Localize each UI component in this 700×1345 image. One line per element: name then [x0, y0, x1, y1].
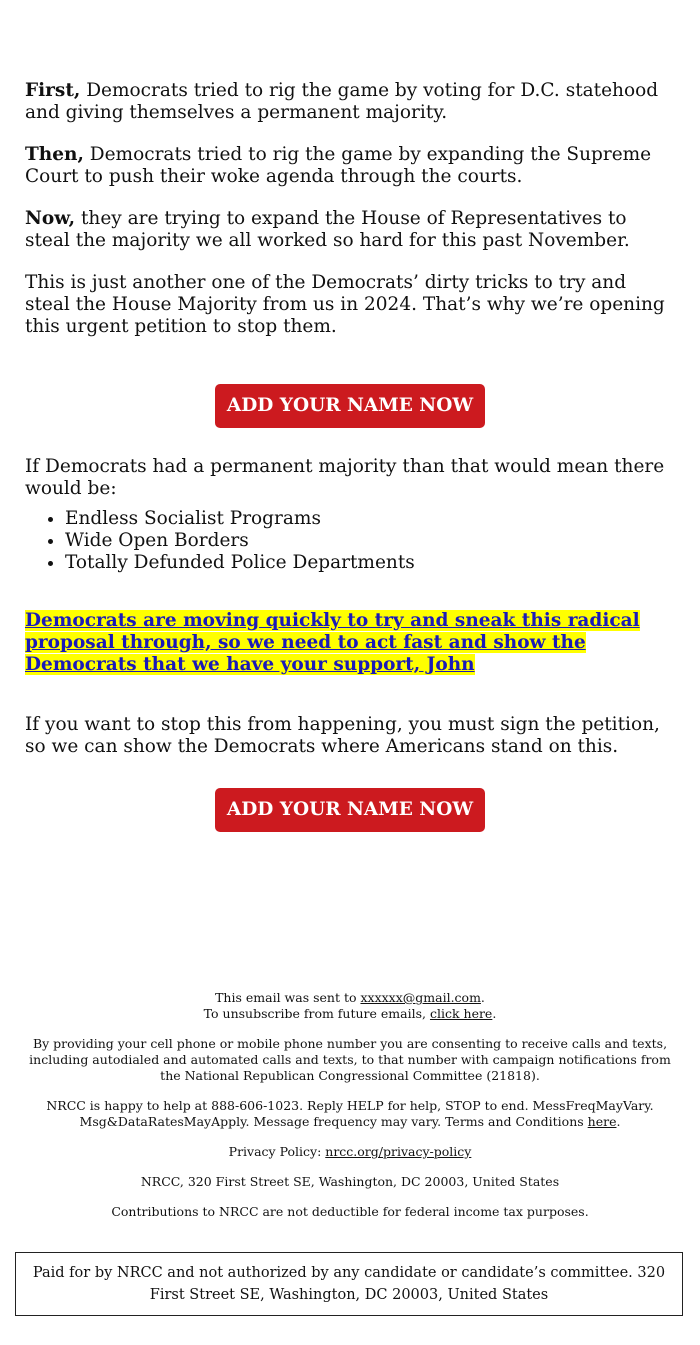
paragraph-permanent-majority: If Democrats had a permanent majority than that would mean there would be:: [25, 456, 665, 499]
list-item: • Totally Defunded Police Departments: [65, 552, 675, 574]
privacy-prefix: Privacy Policy:: [228, 1144, 326, 1159]
paragraph-first: [25, 80, 675, 124]
recipient-email-link[interactable]: xxxxxx@gmail.com: [360, 990, 481, 1005]
list-item: • Endless Socialist Programs: [65, 508, 675, 530]
paragraph-now: [25, 208, 675, 252]
add-your-name-button-2[interactable]: ADD YOUR NAME NOW: [215, 788, 485, 832]
sent-to-suffix: .: [480, 990, 485, 1005]
privacy-line: [20, 1144, 680, 1160]
email-footer: [20, 990, 680, 1220]
unsubscribe-suffix: .: [492, 1006, 497, 1021]
paragraph-now-text: they are trying to expand the House of Representatives to steal the majority we all worked so hard for this past November.: [25, 208, 630, 251]
paid-for-disclaimer-box: [15, 1252, 683, 1316]
consequence-list: [25, 508, 675, 574]
highlighted-link-text[interactable]: Democrats are moving quickly to try and sneak this radical proposal through, so we need to act fast and show the Democrats that we have your support, John: [25, 609, 640, 675]
paragraph-first-text: Democrats tried to rig the game by voting for D.C. statehood and giving themselves a permanent majority.: [25, 80, 659, 123]
terms-link[interactable]: here: [587, 1114, 617, 1129]
paragraph-then: [25, 144, 675, 188]
lead-first: First,: [25, 80, 81, 101]
add-your-name-button-1[interactable]: ADD YOUR NAME NOW: [215, 384, 485, 428]
help-text: [20, 1098, 680, 1130]
privacy-policy-link[interactable]: nrcc.org/privacy-policy: [325, 1144, 472, 1159]
paid-for-disclaimer: Paid for by NRCC and not authorized by any candidate or candidate’s committee. 320 First Street SE, Washington, DC 20003, United States: [32, 1265, 666, 1303]
unsubscribe-prefix: To unsubscribe from future emails,: [203, 1006, 430, 1021]
list-item: • Wide Open Borders: [65, 530, 675, 552]
email-body: [25, 80, 675, 832]
lead-now: Now,: [25, 208, 76, 229]
highlighted-link[interactable]: [25, 610, 675, 676]
sent-to-prefix: This email was sent to: [215, 990, 361, 1005]
sent-to-line: [20, 990, 680, 1006]
paragraph-sign-petition: If you want to stop this from happening, you must sign the petition, so we can show the Democrats where Americans stand on this.: [25, 714, 660, 757]
help-text-body: NRCC is happy to help at 888-606-1023. Reply HELP for help, STOP to end. MessFreqMayVary. Msg&DataRatesMayApply. Message frequency may vary. Terms and Conditions: [46, 1098, 654, 1129]
lead-then: Then,: [25, 144, 84, 165]
paragraph-then-text: Democrats tried to rig the game by expanding the Supreme Court to push their woke agenda through the courts.: [25, 144, 652, 187]
paragraph-dirty-tricks: This is just another one of the Democrats’ dirty tricks to try and steal the House Majority from us in 2024. That’s why we’re opening this urgent petition to stop them.: [25, 272, 665, 337]
help-text-suffix: .: [616, 1114, 621, 1129]
mailing-address: NRCC, 320 First Street SE, Washington, DC 20003, United States: [140, 1174, 560, 1189]
contributions-disclaimer: Contributions to NRCC are not deductible for federal income tax purposes.: [111, 1204, 589, 1219]
unsubscribe-line: [20, 1006, 680, 1022]
sms-consent-text: By providing your cell phone or mobile phone number you are consenting to receive calls and texts, including autodialed and automated calls and texts, to that number with campaign notifications from the National Republican Congressional Committee (21818).: [29, 1036, 671, 1083]
unsubscribe-link[interactable]: click here: [429, 1006, 493, 1021]
